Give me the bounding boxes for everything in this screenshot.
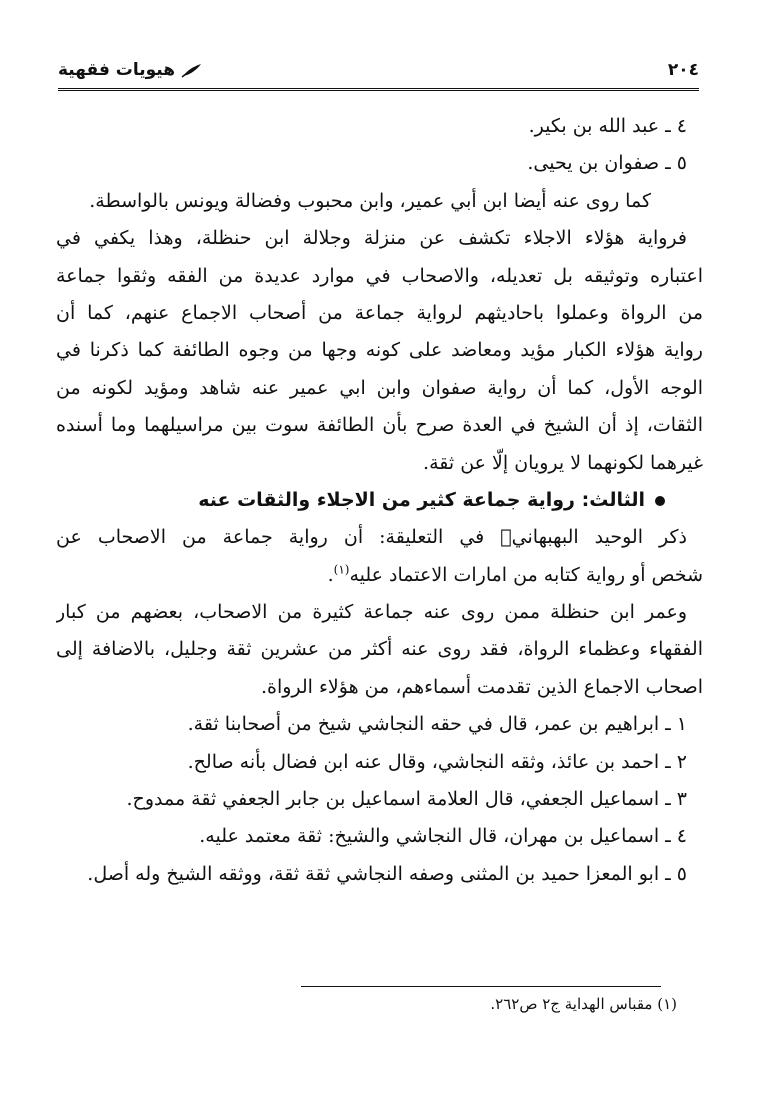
running-title-group — [58, 60, 203, 80]
footnote-divider — [301, 986, 661, 987]
text-line: اعتباره وتوثيقه بل تعديله، والاصحاب في موارد عديدة من الفقه وثقوا جماعة — [56, 264, 703, 287]
text-line: ذكر الوحيد البهبهاني﷫ في التعليقة: أن رواية جماعة من الاصحاب عن — [56, 526, 687, 549]
text-line: ٤ ـ عبد الله بن بكير. — [528, 115, 687, 137]
header-divider — [58, 88, 699, 93]
page-header — [58, 58, 699, 92]
text-line: من الرواة وعملوا باحاديثهم لرواية جماعة من أصحاب الاجماع عنهم، كما أن — [56, 301, 703, 324]
bullet-icon — [655, 496, 665, 506]
footnote-marker[interactable]: (١) — [333, 562, 350, 577]
section-heading-text: الثالث: رواية جماعة كثير من الاجلاء والثقات عنه — [198, 488, 645, 511]
text-line: ٥ ـ صفوان بن يحيى. — [527, 152, 687, 175]
text-line: وعمر ابن حنظلة ممن روى عنه جماعة كثيرة من الاصحاب، بعضهم من كبار — [56, 601, 687, 624]
text-line: الفقهاء وعظماء الرواة، فقد روى عنه أكثر من عشرين ثقة وجليل، بالاضافة إلى — [56, 638, 703, 661]
text-line: غيرهما لكونهما لا يرويان إلّا عن ثقة. — [423, 451, 703, 474]
feather-quill-icon — [181, 62, 203, 78]
list-item: ٥ ـ ابو المعزا حميد بن المثنى وصفه النجاشي ثقة ثقة، ووثقه الشيخ وله أصل. — [87, 862, 687, 885]
section-heading — [56, 482, 703, 519]
text-line: الوجه الأول، كما أن رواية صفوان وابن ابي عمير عنه شاهد ومؤيد لكونه من — [56, 376, 703, 399]
list-item: ٣ ـ اسماعيل الجعفي، قال العلامة اسماعيل بن جابر الجعفي ثقة ممدوح. — [126, 788, 687, 811]
text-line: اصحاب الاجماع الذين تقدمت أسماءهم، من هؤلاء الرواة. — [260, 675, 703, 698]
text-line: فرواية هؤلاء الاجلاء تكشف عن منزلة وجلالة ابن حنظلة، وهذا يكفي في — [56, 227, 687, 250]
list-item: ١ ـ ابراهيم بن عمر، قال في حقه النجاشي شيخ من أصحابنا ثقة. — [187, 713, 687, 736]
running-title: هيويات فقهية — [58, 60, 175, 80]
text-line: رواية هؤلاء الكبار مؤيد ومعاضد على كونه وجها من وجوه الطائفة كما ذكرنا في — [56, 339, 703, 362]
main-text — [56, 108, 703, 893]
list-item: ٢ ـ احمد بن عائذ، وثقه النجاشي، وقال عنه ابن فضال بأنه صالح. — [187, 750, 687, 773]
footnote: (١) مقباس الهداية ج٢ ص٢٦٢. — [490, 995, 677, 1013]
text-line: كما روى عنه أيضا ابن أبي عمير، وابن محبوب وفضالة ويونس بالواسطة. — [89, 189, 651, 212]
text-line — [56, 557, 703, 594]
text-line-content: شخص أو رواية كتابه من امارات الاعتماد عليه — [349, 563, 703, 586]
sentence-end: . — [327, 563, 334, 586]
page-number: ٢٠٤ — [667, 60, 699, 80]
text-line: الثقات، إذ أن الشيخ في العدة صرح بأن الطائفة سوت بين مراسيلهما وما أسنده — [56, 414, 703, 437]
list-item: ٤ ـ اسماعيل بن مهران، قال النجاشي والشيخ: ثقة معتمد عليه. — [199, 825, 687, 848]
